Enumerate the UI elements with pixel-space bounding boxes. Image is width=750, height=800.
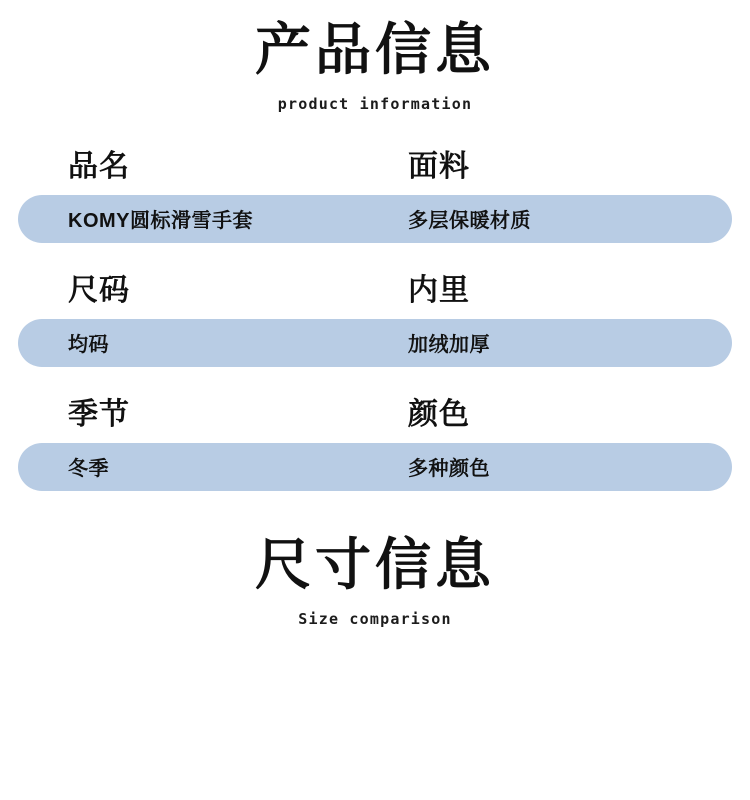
product-info-heading (0, 0, 750, 113)
spec-value-color: 多种颜色 (408, 458, 490, 481)
page-subtitle: product information (277, 94, 473, 113)
spec-value-season: 冬季 (68, 458, 109, 481)
table-row (18, 255, 732, 319)
spec-label-color: 颜色 (408, 397, 470, 431)
size-subtitle: Size comparison (298, 609, 452, 628)
size-title: 尺寸信息 (255, 532, 495, 598)
table-row (18, 195, 732, 243)
spec-label-name: 品名 (68, 149, 130, 183)
table-row (18, 319, 732, 367)
table-row (18, 379, 732, 443)
spec-label-lining: 内里 (408, 273, 470, 307)
size-info-heading (0, 491, 750, 628)
table-row (18, 443, 732, 491)
table-row (18, 131, 732, 195)
spec-label-size: 尺码 (68, 273, 130, 307)
page-title: 产品信息 (255, 18, 495, 83)
spec-value-name: KOMY圆标滑雪手套 (68, 210, 253, 233)
spec-label-fabric: 面料 (408, 149, 470, 183)
spec-value-size: 均码 (68, 334, 109, 357)
product-spec-table (18, 113, 732, 491)
spec-value-fabric: 多层保暖材质 (408, 210, 531, 233)
spec-label-season: 季节 (68, 397, 130, 431)
spec-value-lining: 加绒加厚 (408, 334, 490, 357)
